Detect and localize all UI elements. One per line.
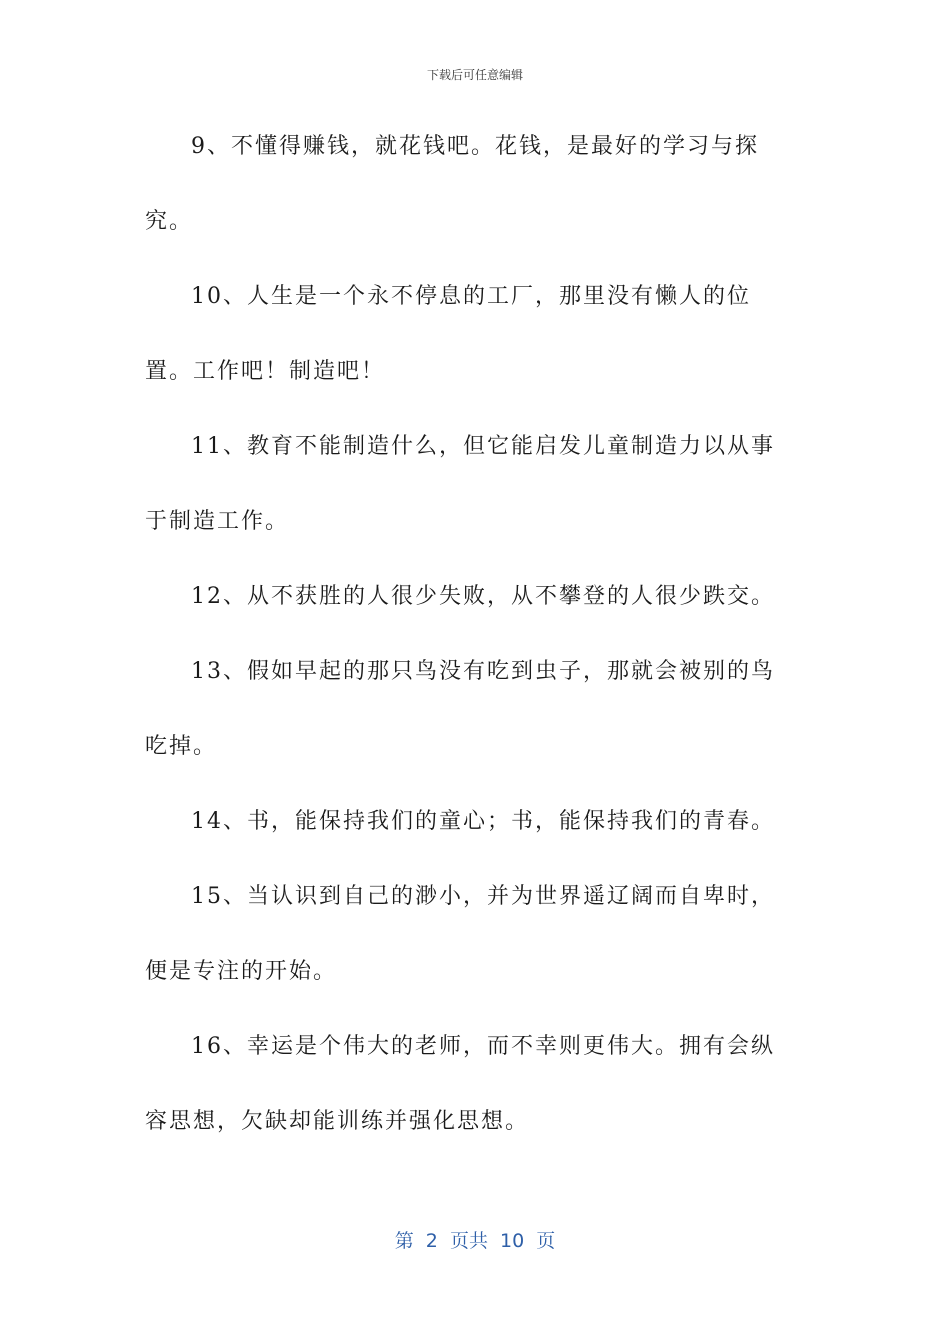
- footer-page-number: 2: [425, 1230, 438, 1252]
- paragraph-14: 14、书，能保持我们的童心；书，能保持我们的青春。: [191, 809, 775, 834]
- footer-total-pages: 10: [500, 1230, 525, 1252]
- footer-suffix: 页: [536, 1230, 556, 1252]
- paragraph-9: 9、不懂得赚钱，就花钱吧。花钱，是最好的学习与探究。: [145, 134, 759, 234]
- paragraph-11: 11、教育不能制造什么，但它能启发儿童制造力以从事于制造工作。: [145, 434, 775, 534]
- paragraph-12: 12、从不获胜的人很少失败，从不攀登的人很少跌交。: [191, 584, 775, 609]
- paragraph-13: 13、假如早起的那只鸟没有吃到虫子，那就会被别的鸟吃掉。: [145, 659, 775, 759]
- footer-prefix: 第: [394, 1230, 414, 1252]
- paragraph-15: 15、当认识到自己的渺小，并为世界遥辽阔而自卑时，便是专注的开始。: [145, 884, 775, 984]
- footer-middle: 页共: [449, 1230, 488, 1252]
- page-header: 下载后可任意编辑: [426, 68, 523, 82]
- page-footer: [0, 1226, 950, 1253]
- paragraph-10: 10、人生是一个永不停息的工厂，那里没有懒人的位置。工作吧！制造吧！: [145, 284, 751, 384]
- paragraph-16: 16、幸运是个伟大的老师，而不幸则更伟大。拥有会纵容思想，欠缺却能训练并强化思想。: [145, 1034, 775, 1134]
